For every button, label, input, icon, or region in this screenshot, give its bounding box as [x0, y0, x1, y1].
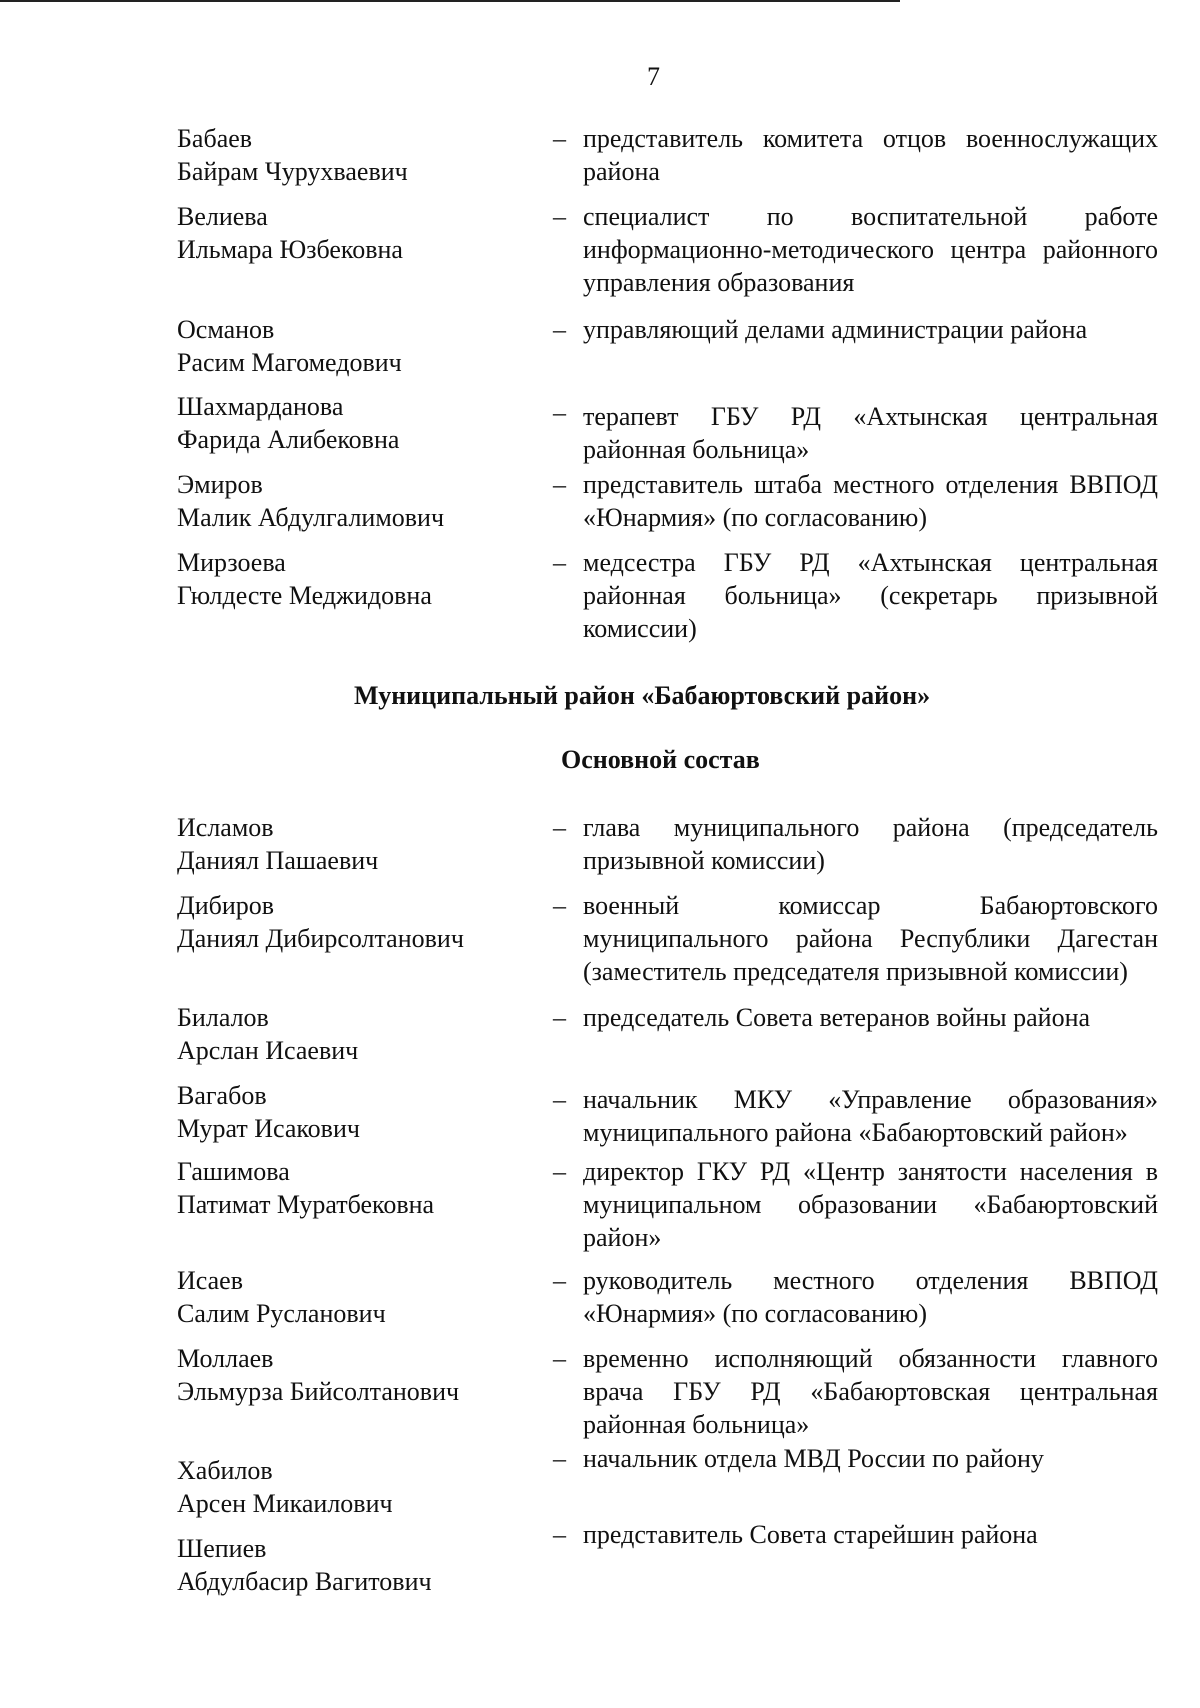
member-surname: Эмиров: [177, 470, 263, 499]
member-name: [177, 811, 547, 877]
member-role: представитель Совета старейшин района: [583, 1520, 1038, 1549]
member-role: временно исполняющий обязанности главного врача ГБУ РД «Бабаюртовская центральная районная больница»: [583, 1344, 1158, 1439]
member-surname: Исламов: [177, 813, 274, 842]
member-name: [177, 1342, 547, 1408]
dash: –: [553, 470, 566, 499]
dash: –: [553, 124, 566, 153]
member-role: специалист по воспитательной работе информационно-методического центра районного управления образования: [583, 202, 1158, 297]
member-given-name: Гюлдесте Меджидовна: [177, 581, 432, 610]
member-surname: Шепиев: [177, 1534, 267, 1563]
member-given-name: Мурат Исакович: [177, 1114, 360, 1143]
member-surname: Билалов: [177, 1003, 269, 1032]
member-given-name: Эльмурза Бийсолтанович: [177, 1377, 460, 1406]
scan-edge-line: [0, 0, 900, 2]
member-name: [177, 546, 547, 612]
member-role: начальник МКУ «Управление образования» муниципального района «Бабаюртовский район»: [583, 1085, 1158, 1147]
member-role: руководитель местного отделения ВВПОД «Юнармия» (по согласованию): [583, 1266, 1158, 1328]
member-name: [177, 390, 547, 456]
member-given-name: Даниял Пашаевич: [177, 846, 379, 875]
member-name: [177, 122, 547, 188]
member-surname: Вагабов: [177, 1081, 267, 1110]
member-role: управляющий делами администрации района: [583, 315, 1088, 344]
member-role: глава муниципального района (председатель призывной комиссии): [583, 813, 1158, 875]
main-composition-heading-text: Основной состав: [561, 745, 760, 774]
member-given-name: Патимат Муратбековна: [177, 1190, 435, 1219]
member-role: военный комиссар Бабаюртовского муниципального района Республики Дагестан (заместитель председателя призывной комиссии): [583, 891, 1158, 986]
member-given-name: Байрам Чурухваевич: [177, 157, 408, 186]
member-role: представитель штаба местного отделения ВВПОД «Юнармия» (по согласованию): [583, 470, 1158, 532]
dash: –: [553, 1085, 566, 1114]
page-number: 7: [647, 62, 660, 91]
dash: –: [553, 315, 566, 344]
member-given-name: Фарида Алибековна: [177, 425, 400, 454]
dash: –: [553, 813, 566, 842]
district-heading-text: Муниципальный район «Бабаюртовский район»: [354, 681, 931, 710]
member-name: [177, 889, 547, 955]
member-given-name: Арсен Микаилович: [177, 1489, 393, 1518]
member-role: начальник отдела МВД России по району: [583, 1444, 1044, 1473]
dash: –: [553, 1520, 566, 1549]
member-role: председатель Совета ветеранов войны района: [583, 1003, 1091, 1032]
member-surname: Гашимова: [177, 1157, 290, 1186]
member-surname: Моллаев: [177, 1344, 274, 1373]
member-surname: Велиева: [177, 202, 268, 231]
member-given-name: Абдулбасир Вагитович: [177, 1567, 432, 1596]
member-name: [177, 1454, 547, 1520]
dash: –: [553, 548, 566, 577]
member-given-name: Арслан Исаевич: [177, 1036, 359, 1065]
member-surname: Османов: [177, 315, 275, 344]
dash: –: [553, 1444, 566, 1473]
dash: –: [553, 891, 566, 920]
member-name: [177, 1532, 547, 1598]
member-name: [177, 200, 547, 266]
member-role: директор ГКУ РД «Центр занятости населения в муниципальном образовании «Бабаюртовский район»: [583, 1157, 1158, 1252]
member-name: [177, 1079, 547, 1145]
member-surname: Дибиров: [177, 891, 275, 920]
member-name: [177, 468, 547, 534]
member-given-name: Ильмара Юзбековна: [177, 235, 403, 264]
member-name: [177, 1001, 547, 1067]
member-surname: Хабилов: [177, 1456, 273, 1485]
member-surname: Исаев: [177, 1266, 243, 1295]
member-given-name: Малик Абдулгалимович: [177, 503, 445, 532]
dash: –: [553, 1157, 566, 1186]
dash: –: [553, 398, 566, 427]
member-role: медсестра ГБУ РД «Ахтынская центральная районная больница» (секретарь призывной комиссии): [583, 548, 1158, 643]
member-given-name: Салим Русланович: [177, 1299, 386, 1328]
dash: –: [553, 1344, 566, 1373]
member-surname: Мирзоева: [177, 548, 286, 577]
member-given-name: Даниял Дибирсолтанович: [177, 924, 464, 953]
member-given-name: Расим Магомедович: [177, 348, 402, 377]
member-surname: Шахмарданова: [177, 392, 344, 421]
member-name: [177, 1264, 547, 1330]
dash: –: [553, 202, 566, 231]
member-role: представитель комитета отцов военнослужащих района: [583, 124, 1158, 186]
dash: –: [553, 1003, 566, 1032]
member-name: [177, 1155, 547, 1221]
member-surname: Бабаев: [177, 124, 253, 153]
member-role: терапевт ГБУ РД «Ахтынская центральная районная больница»: [583, 402, 1158, 464]
member-name: [177, 313, 547, 379]
dash: –: [553, 1266, 566, 1295]
